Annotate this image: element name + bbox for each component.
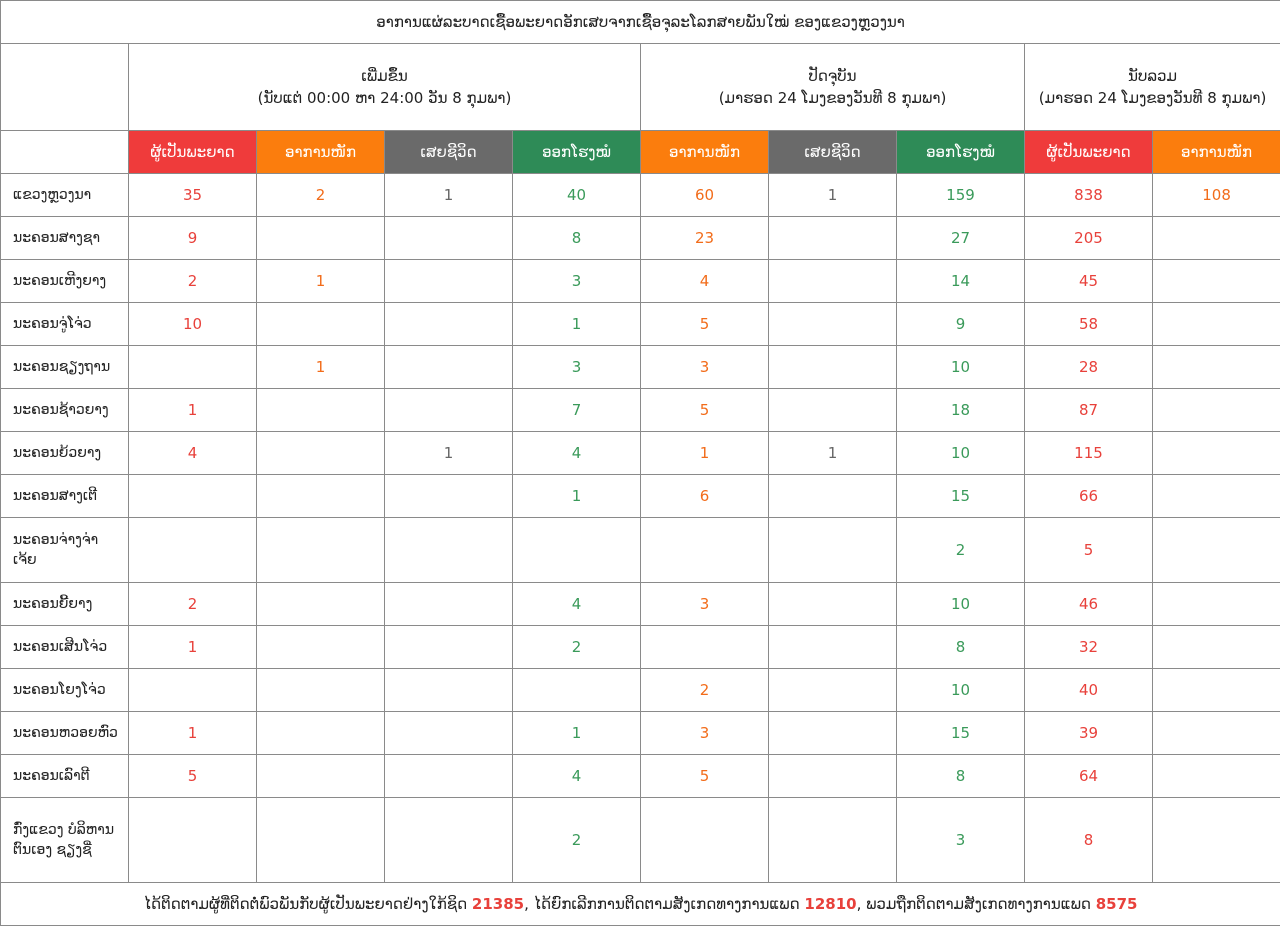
cell-current-severe	[641, 518, 769, 583]
cell-current-deaths	[769, 626, 897, 669]
cell-current-discharged: 14	[897, 260, 1025, 303]
cell-total-cases: 838	[1025, 174, 1153, 217]
cell-current-discharged: 3	[897, 798, 1025, 883]
subheader-new-severe: ອາການໜັກ	[257, 131, 385, 174]
row-name-cell: ນະຄອນສາງເຕີ	[1, 475, 129, 518]
cell-new-severe: 1	[257, 346, 385, 389]
footer-number-released: 12810	[804, 895, 857, 913]
group-new-title: ເພີ່ມຂຶ້ນ	[361, 67, 408, 85]
cell-new-deaths	[385, 217, 513, 260]
cell-new-cases: 10	[129, 303, 257, 346]
cell-total-severe	[1153, 798, 1280, 883]
cell-new-discharged: 1	[513, 712, 641, 755]
table-row	[1, 346, 1280, 389]
cell-new-discharged: 1	[513, 303, 641, 346]
cell-current-discharged: 9	[897, 303, 1025, 346]
cell-new-severe	[257, 755, 385, 798]
table-row	[1, 669, 1280, 712]
cell-total-cases: 46	[1025, 583, 1153, 626]
cell-current-discharged: 8	[897, 755, 1025, 798]
cell-current-deaths: 1	[769, 432, 897, 475]
cell-new-deaths	[385, 669, 513, 712]
cell-current-severe: 5	[641, 389, 769, 432]
row-name-cell: ນະຄອນຊ້າວຍາງ	[1, 389, 129, 432]
footer-text-2: , ໄດ້ຍົກເລີກການຕິດຕາມສັງເກດທາງການແພດ	[524, 895, 805, 913]
cell-total-severe	[1153, 303, 1280, 346]
corner-blank-cell	[1, 44, 129, 131]
cell-total-severe	[1153, 217, 1280, 260]
cell-total-cases: 40	[1025, 669, 1153, 712]
cell-new-cases	[129, 475, 257, 518]
cell-current-discharged: 27	[897, 217, 1025, 260]
cell-current-discharged: 10	[897, 583, 1025, 626]
cell-new-cases	[129, 798, 257, 883]
group-total-subtitle: (ມາຮອດ 24 ໂມງຂອງວັນທີ 8 ກຸມພາ)	[1038, 89, 1267, 107]
cell-current-severe: 5	[641, 303, 769, 346]
table-row	[1, 432, 1280, 475]
row-name-cell: ນະຄອນຍີ້ຍາງ	[1, 583, 129, 626]
cell-new-discharged: 2	[513, 798, 641, 883]
cell-total-severe	[1153, 583, 1280, 626]
cell-current-discharged: 10	[897, 346, 1025, 389]
cell-new-deaths	[385, 583, 513, 626]
cell-new-deaths	[385, 346, 513, 389]
cell-current-severe: 2	[641, 669, 769, 712]
cell-new-severe	[257, 389, 385, 432]
table-row	[1, 174, 1280, 217]
subheader-new-deaths: ເສຍຊີວິດ	[385, 131, 513, 174]
cell-total-severe: 108	[1153, 174, 1280, 217]
footer-note	[1, 883, 1280, 926]
cell-new-cases: 35	[129, 174, 257, 217]
cell-current-deaths	[769, 583, 897, 626]
cell-new-discharged: 2	[513, 626, 641, 669]
cell-new-discharged: 4	[513, 755, 641, 798]
cell-total-severe	[1153, 669, 1280, 712]
cell-new-severe	[257, 798, 385, 883]
cell-total-cases: 45	[1025, 260, 1153, 303]
cell-new-deaths: 1	[385, 432, 513, 475]
cell-current-deaths	[769, 303, 897, 346]
cell-new-discharged: 4	[513, 432, 641, 475]
cell-total-cases: 58	[1025, 303, 1153, 346]
cell-current-deaths	[769, 518, 897, 583]
cell-current-discharged: 10	[897, 432, 1025, 475]
cell-new-deaths	[385, 518, 513, 583]
cell-total-cases: 205	[1025, 217, 1153, 260]
row-name-cell: ນະຄອນເສີນໂຈ່ວ	[1, 626, 129, 669]
cell-current-severe: 60	[641, 174, 769, 217]
subheader-current-discharged: ອອກໂຮງໝໍ	[897, 131, 1025, 174]
cell-total-cases: 8	[1025, 798, 1153, 883]
footer-text-1: ໄດ້ຕິດຕາມຜູ້ທີ່ຕິດຕໍ່ພົວພັນກັບຜູ້ເປັນພະຍາດຢ່າງໃກ້ຊິດ	[143, 895, 472, 913]
table-row	[1, 475, 1280, 518]
cell-total-severe	[1153, 712, 1280, 755]
row-name-cell: ນະຄອນສາງຊາ	[1, 217, 129, 260]
cell-total-cases: 39	[1025, 712, 1153, 755]
group-header-current	[641, 44, 1025, 131]
row-name-cell: ນະຄອນຊຽງຖານ	[1, 346, 129, 389]
cell-current-deaths	[769, 669, 897, 712]
cell-total-severe	[1153, 475, 1280, 518]
cell-current-severe: 23	[641, 217, 769, 260]
cell-current-discharged: 159	[897, 174, 1025, 217]
row-name-cell: ນະຄອນຍ້ວຍາງ	[1, 432, 129, 475]
cell-new-deaths	[385, 389, 513, 432]
cell-current-deaths	[769, 798, 897, 883]
cell-current-discharged: 15	[897, 475, 1025, 518]
table-title: ອາການແຜ່ລະບາດເຊື້ອພະຍາດອັກເສບຈາກເຊື້ອຈຸລະໂລກສາຍພັນໃໝ່ ຂອງແຂວງຫຼວງນາ	[1, 1, 1280, 44]
row-name-cell: ແຂວງຫຼວງນາ	[1, 174, 129, 217]
cell-total-severe	[1153, 389, 1280, 432]
group-current-subtitle: (ມາຮອດ 24 ໂມງຂອງວັນທີ 8 ກຸມພາ)	[718, 89, 947, 107]
table-row	[1, 518, 1280, 583]
cell-total-cases: 115	[1025, 432, 1153, 475]
cell-new-severe	[257, 217, 385, 260]
cell-new-discharged: 1	[513, 475, 641, 518]
cell-current-severe: 6	[641, 475, 769, 518]
cell-current-discharged: 15	[897, 712, 1025, 755]
cell-current-severe: 3	[641, 712, 769, 755]
cell-current-severe: 3	[641, 583, 769, 626]
cell-total-severe	[1153, 346, 1280, 389]
cell-total-cases: 5	[1025, 518, 1153, 583]
cell-new-severe	[257, 303, 385, 346]
cell-new-cases: 1	[129, 389, 257, 432]
table-data-body	[1, 174, 1280, 883]
footer-number-observed: 8575	[1095, 895, 1138, 913]
table-row	[1, 389, 1280, 432]
cell-new-severe	[257, 518, 385, 583]
cell-new-discharged: 3	[513, 346, 641, 389]
table-row	[1, 303, 1280, 346]
group-header-total	[1025, 44, 1280, 131]
footer-number-traced: 21385	[471, 895, 525, 913]
table-row	[1, 798, 1280, 883]
cell-total-severe	[1153, 260, 1280, 303]
subheader-current-deaths: ເສຍຊີວິດ	[769, 131, 897, 174]
cell-current-severe	[641, 798, 769, 883]
cell-new-discharged: 40	[513, 174, 641, 217]
cell-new-discharged	[513, 518, 641, 583]
table-row	[1, 626, 1280, 669]
cell-new-discharged: 8	[513, 217, 641, 260]
cell-current-deaths	[769, 389, 897, 432]
cell-new-deaths	[385, 303, 513, 346]
cell-current-deaths	[769, 217, 897, 260]
group-total-title: ນັບລວມ	[1128, 67, 1178, 85]
cell-current-severe: 3	[641, 346, 769, 389]
cell-new-cases	[129, 518, 257, 583]
cell-new-deaths	[385, 712, 513, 755]
subheader-new-discharged: ອອກໂຮງໝໍ	[513, 131, 641, 174]
cell-current-severe: 5	[641, 755, 769, 798]
cell-new-deaths	[385, 755, 513, 798]
table-row	[1, 712, 1280, 755]
table-row	[1, 583, 1280, 626]
cell-current-severe: 4	[641, 260, 769, 303]
cell-new-cases: 5	[129, 755, 257, 798]
cell-total-severe	[1153, 755, 1280, 798]
subheader-current-severe: ອາການໜັກ	[641, 131, 769, 174]
cell-new-discharged: 4	[513, 583, 641, 626]
cell-new-severe: 2	[257, 174, 385, 217]
cell-new-deaths	[385, 798, 513, 883]
table-row	[1, 260, 1280, 303]
cell-total-cases: 32	[1025, 626, 1153, 669]
cell-new-severe	[257, 475, 385, 518]
cell-new-cases	[129, 346, 257, 389]
cell-current-discharged: 2	[897, 518, 1025, 583]
cell-new-severe	[257, 669, 385, 712]
cell-current-discharged: 18	[897, 389, 1025, 432]
cell-total-severe	[1153, 626, 1280, 669]
row-name-cell: ນະຄອນໂຍງໂຈ່ວ	[1, 669, 129, 712]
cell-total-severe	[1153, 432, 1280, 475]
cell-new-discharged: 3	[513, 260, 641, 303]
table-row	[1, 217, 1280, 260]
subheader-total-cases: ຜູ້ເປັນພະຍາດ	[1025, 131, 1153, 174]
cell-new-severe: 1	[257, 260, 385, 303]
subheader-total-severe: ອາການໜັກ	[1153, 131, 1280, 174]
cell-new-cases: 1	[129, 712, 257, 755]
cell-current-severe	[641, 626, 769, 669]
cell-total-cases: 64	[1025, 755, 1153, 798]
cell-new-deaths	[385, 475, 513, 518]
cell-total-cases: 28	[1025, 346, 1153, 389]
cell-new-discharged: 7	[513, 389, 641, 432]
cell-new-severe	[257, 712, 385, 755]
table-row	[1, 755, 1280, 798]
cell-current-deaths	[769, 712, 897, 755]
subheader-new-cases: ຜູ້ເປັນພະຍາດ	[129, 131, 257, 174]
cell-new-discharged	[513, 669, 641, 712]
row-name-cell: ນະຄອນຫວອຍຫົວ	[1, 712, 129, 755]
cell-total-severe	[1153, 518, 1280, 583]
cell-new-cases: 2	[129, 583, 257, 626]
cell-current-discharged: 8	[897, 626, 1025, 669]
cell-new-cases: 2	[129, 260, 257, 303]
row-name-cell: ກົ່ງແຂວງ ບໍລິຫານຕົນເອງ ຊຽງຊີ່	[1, 798, 129, 883]
cell-new-severe	[257, 626, 385, 669]
row-name-cell: ນະຄອນຈູ່ໂຈ່ວ	[1, 303, 129, 346]
group-current-title: ປັດຈຸບັນ	[808, 67, 857, 85]
cell-current-discharged: 10	[897, 669, 1025, 712]
cell-new-cases: 4	[129, 432, 257, 475]
cell-total-cases: 87	[1025, 389, 1153, 432]
cell-current-deaths	[769, 260, 897, 303]
cell-new-severe	[257, 432, 385, 475]
cell-current-severe: 1	[641, 432, 769, 475]
corner-blank-sub	[1, 131, 129, 174]
cell-current-deaths	[769, 346, 897, 389]
cell-new-cases	[129, 669, 257, 712]
cell-current-deaths: 1	[769, 174, 897, 217]
cell-new-deaths	[385, 260, 513, 303]
cell-new-cases: 9	[129, 217, 257, 260]
cell-new-severe	[257, 583, 385, 626]
cell-new-deaths	[385, 626, 513, 669]
cell-new-cases: 1	[129, 626, 257, 669]
group-new-subtitle: (ນັບແຕ່ 00:00 ຫາ 24:00 ວັນ 8 ກຸມພາ)	[257, 89, 512, 107]
row-name-cell: ນະຄອນເຫີງຍາງ	[1, 260, 129, 303]
cell-new-deaths: 1	[385, 174, 513, 217]
group-header-new	[129, 44, 641, 131]
cell-total-cases: 66	[1025, 475, 1153, 518]
row-name-cell: ນະຄອນຈ່າງຈ່າ ເຈ້ຍ	[1, 518, 129, 583]
row-name-cell: ນະຄອນເລົາຕີ	[1, 755, 129, 798]
footer-text-3: , ພວມຖືກຕິດຕາມສັງເກດທາງການແພດ	[856, 895, 1096, 913]
cell-current-deaths	[769, 475, 897, 518]
cell-current-deaths	[769, 755, 897, 798]
